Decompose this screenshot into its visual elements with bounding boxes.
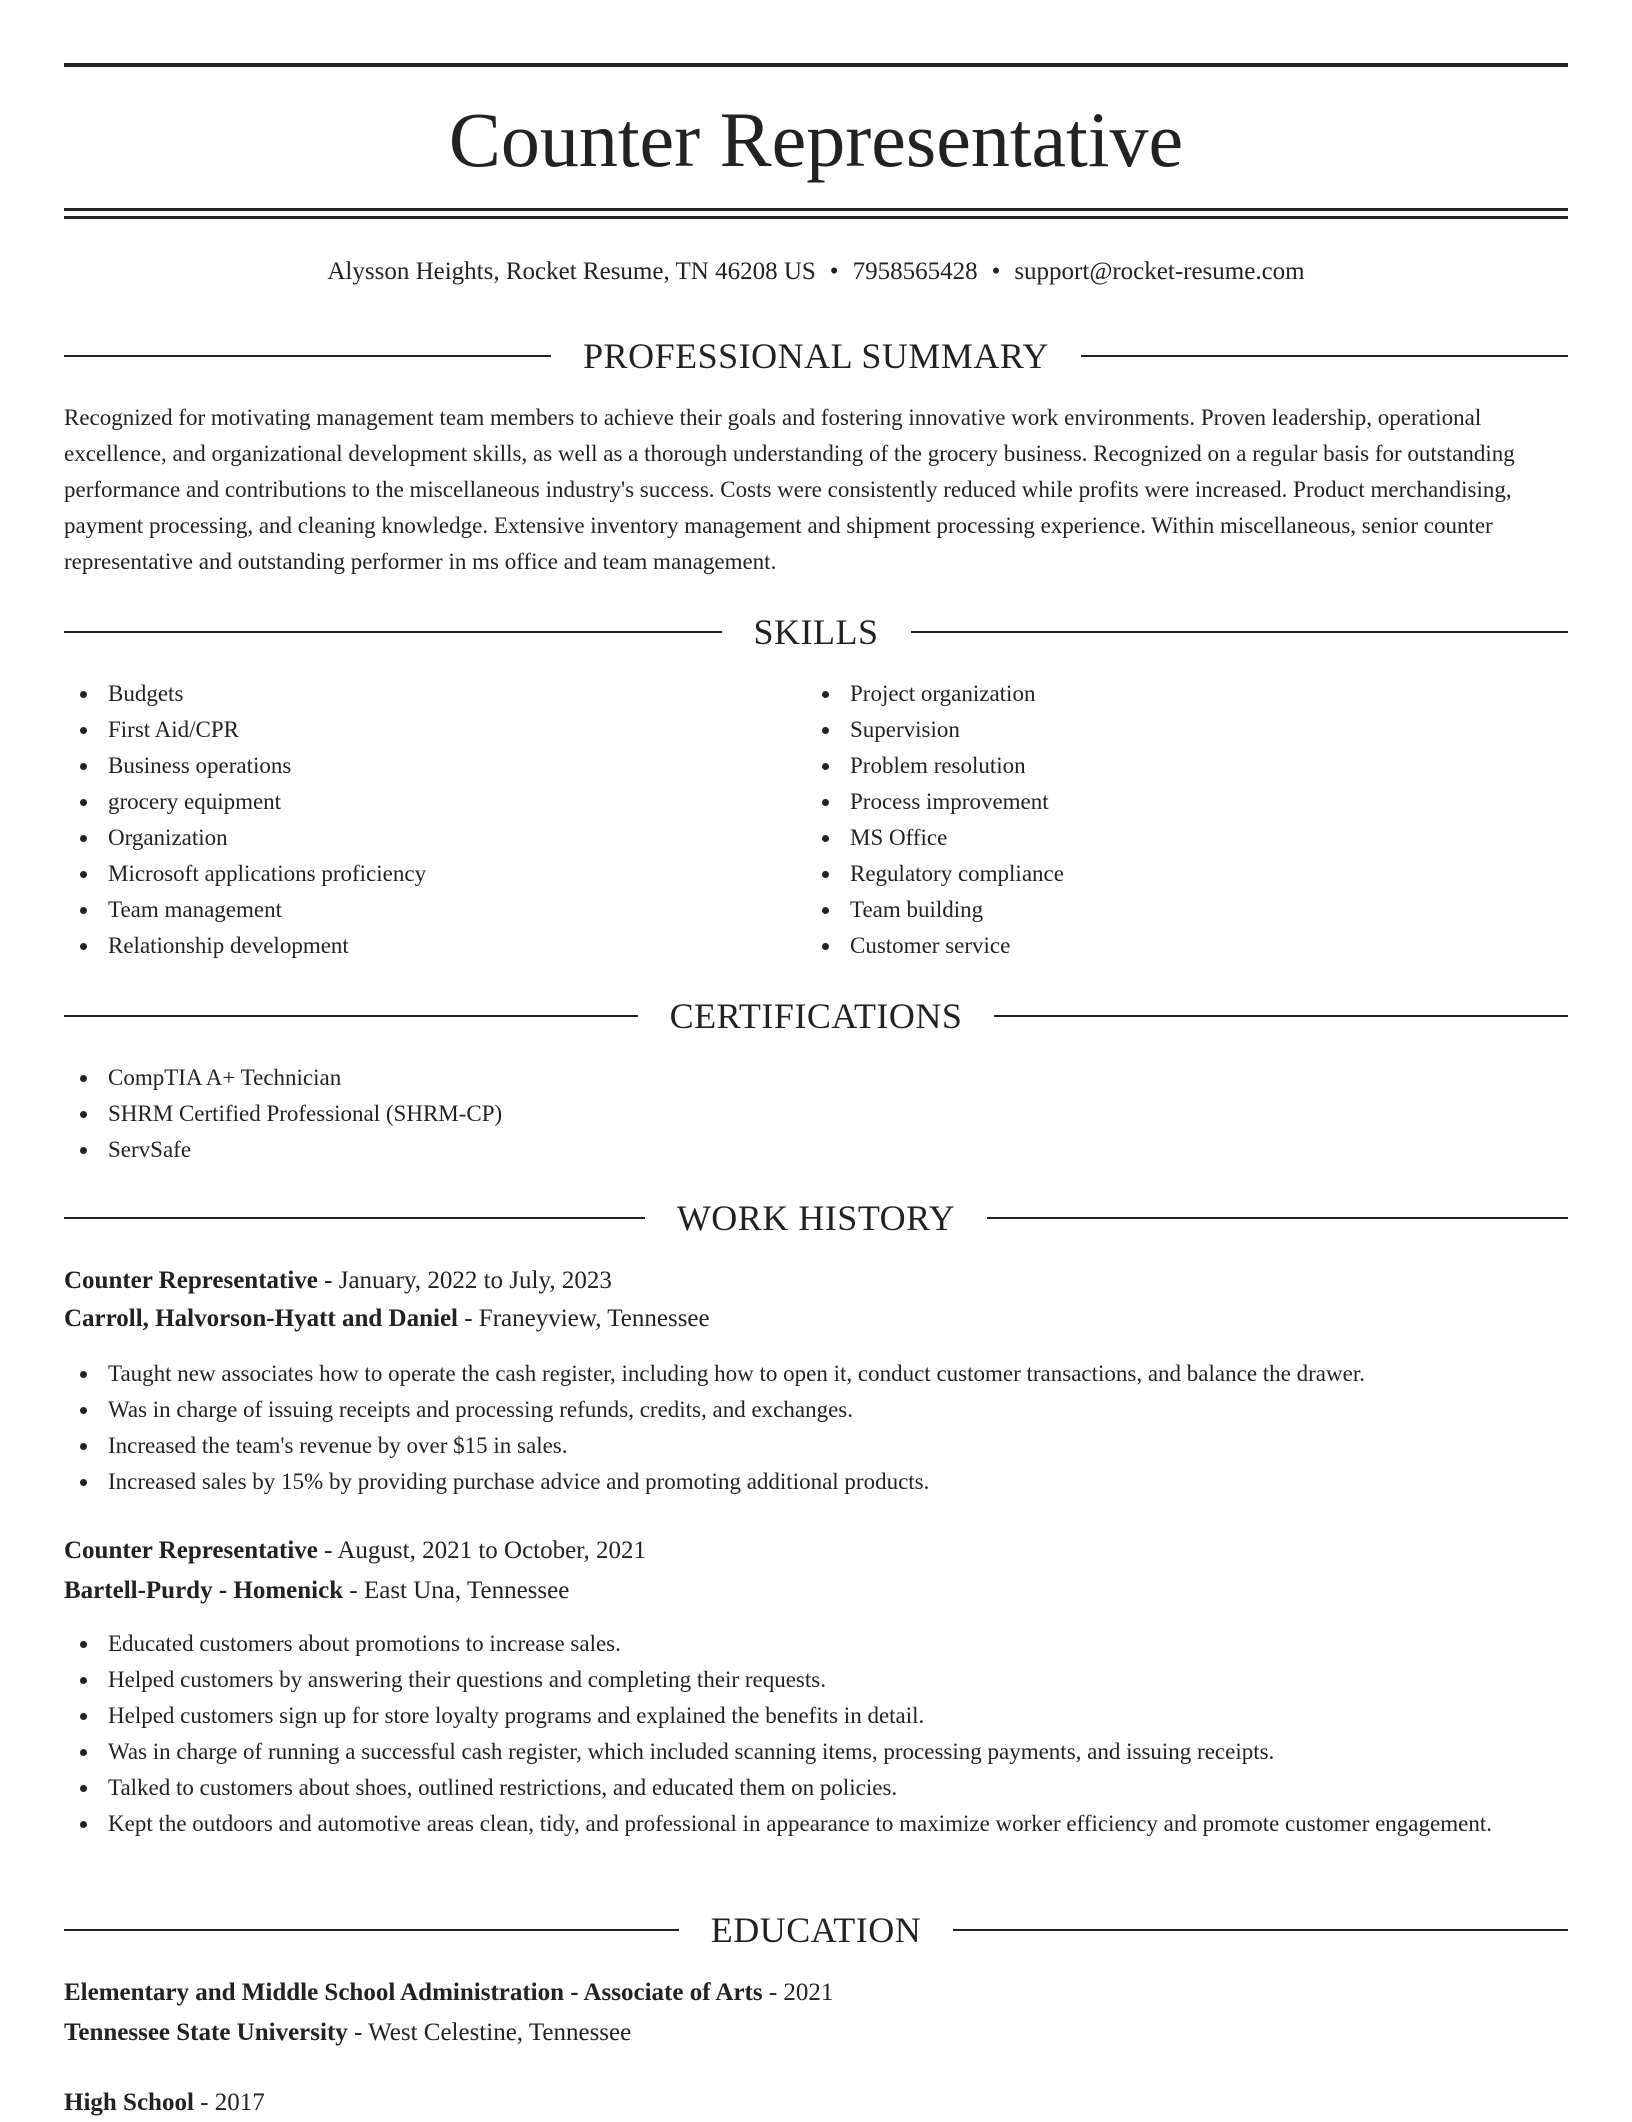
job-company-line [64, 1572, 1568, 1610]
section-title: SKILLS [753, 612, 879, 652]
header-double-rule-lower [64, 216, 1568, 219]
skill-item: Process improvement [806, 784, 1566, 820]
skill-item: Organization [64, 820, 804, 856]
skill-item: Supervision [806, 712, 1566, 748]
section-title: EDUCATION [710, 1910, 922, 1950]
skill-item: MS Office [806, 820, 1566, 856]
heading-rule [911, 631, 1569, 633]
job-duty-item: Increased sales by 15% by providing purchase advice and promoting additional products. [64, 1464, 1568, 1500]
education-school-line [64, 2014, 1568, 2052]
job-company: Carroll, Halvorson-Hyatt and Daniel [64, 1305, 458, 1332]
skill-item: Team management [64, 892, 804, 928]
job-duty-item: Talked to customers about shoes, outlined restrictions, and educated them on policies. [64, 1770, 1568, 1806]
heading-rule [64, 1217, 645, 1219]
skill-item: First Aid/CPR [64, 712, 804, 748]
skill-item: Problem resolution [806, 748, 1566, 784]
summary-text: Recognized for motivating management team members to achieve their goals and fostering innovative work environments. Proven leadership, operational excellence, and organizational development skills, as well as a thorough understanding of the grocery business. Recognized on a regular basis for outstanding performance and contributions to the miscellaneous industry's success. Costs were consistently reduced while profits were increased. Product merchandising, payment processing, and cleaning knowledge. Extensive inventory management and shipment processing experience. Within miscellaneous, senior counter representative and outstanding performer in ms office and team management. [64, 405, 1515, 574]
heading-rule [953, 1929, 1568, 1931]
job-duty-item: Was in charge of issuing receipts and processing refunds, credits, and exchanges. [64, 1392, 1568, 1428]
header-top-rule [64, 63, 1568, 67]
heading-rule [987, 1217, 1568, 1219]
section-title: WORK HISTORY [676, 1198, 956, 1238]
skill-item: Microsoft applications proficiency [64, 856, 804, 892]
education-year: - 2021 [762, 1979, 834, 2006]
contact-separator: • [991, 258, 1001, 285]
job-duty-item: Educated customers about promotions to increase sales. [64, 1626, 1568, 1662]
heading-rule [1081, 355, 1568, 357]
job-duty-item: Helped customers by answering their questions and completing their requests. [64, 1662, 1568, 1698]
job-duties-list [64, 1356, 1568, 1500]
education-degree: High School [64, 2089, 194, 2116]
section-heading-education [64, 1908, 1568, 1952]
certification-item: CompTIA A+ Technician [64, 1060, 1568, 1096]
header-double-rule-upper [64, 208, 1568, 211]
section-heading-summary [64, 334, 1568, 378]
job-location: - East Una, Tennessee [343, 1577, 570, 1604]
skill-item: Customer service [806, 928, 1566, 964]
skill-item: Business operations [64, 748, 804, 784]
job-duty-item: Increased the team's revenue by over $15 in sales. [64, 1428, 1568, 1464]
heading-rule [64, 355, 551, 357]
education-location: - West Celestine, Tennessee [347, 2019, 632, 2046]
job-duty-item: Was in charge of running a successful cash register, which included scanning items, processing payments, and issuing receipts. [64, 1734, 1568, 1770]
section-heading-certifications [64, 994, 1568, 1038]
education-degree-line [64, 1974, 1568, 2012]
job-company-line [64, 1300, 1568, 1338]
section-heading-skills [64, 610, 1568, 654]
contact-phone: 7958565428 [852, 258, 978, 285]
education-school: Tennessee State University [64, 2019, 348, 2046]
skill-item: Relationship development [64, 928, 804, 964]
heading-rule [64, 631, 722, 633]
skill-item: Regulatory compliance [806, 856, 1566, 892]
resume-title: Counter Representative [448, 96, 1184, 183]
contact-address: Alysson Heights, Rocket Resume, TN 46208 US [327, 258, 816, 285]
heading-rule [64, 1929, 679, 1931]
contact-email: support@rocket-resume.com [1014, 258, 1305, 285]
job-duty-item: Helped customers sign up for store loyalty programs and explained the benefits in detail. [64, 1698, 1568, 1734]
job-title-line [64, 1532, 1568, 1570]
contact-line [64, 254, 1568, 290]
education-degree: Elementary and Middle School Administration - Associate of Arts [64, 1979, 763, 2006]
job-location: - Franeyview, Tennessee [457, 1305, 710, 1332]
section-heading-work-history [64, 1196, 1568, 1240]
certifications-list [64, 1060, 1568, 1168]
skill-item: grocery equipment [64, 784, 804, 820]
education-degree-line [64, 2084, 1568, 2122]
job-title-line [64, 1262, 1568, 1300]
job-duty-item: Kept the outdoors and automotive areas clean, tidy, and professional in appearance to maximize worker efficiency and promote customer engagement. [64, 1806, 1568, 1842]
skill-item: Budgets [64, 676, 804, 712]
job-dates: - August, 2021 to October, 2021 [317, 1537, 647, 1564]
job-duties-list [64, 1626, 1568, 1842]
section-title: PROFESSIONAL SUMMARY [583, 336, 1049, 376]
skills-list-left [64, 676, 804, 964]
heading-rule [994, 1015, 1568, 1017]
job-duty-item: Taught new associates how to operate the cash register, including how to open it, conduct customer transactions, and balance the drawer. [64, 1356, 1568, 1392]
certification-item: SHRM Certified Professional (SHRM-CP) [64, 1096, 1568, 1132]
heading-rule [64, 1015, 638, 1017]
job-dates: - January, 2022 to July, 2023 [317, 1267, 612, 1294]
skill-item: Project organization [806, 676, 1566, 712]
job-title: Counter Representative [64, 1537, 318, 1564]
section-title: CERTIFICATIONS [669, 996, 963, 1036]
job-title: Counter Representative [64, 1267, 318, 1294]
contact-separator: • [829, 258, 839, 285]
skills-list-right [806, 676, 1566, 964]
certification-item: ServSafe [64, 1132, 1568, 1168]
job-company: Bartell-Purdy - Homenick [64, 1577, 344, 1604]
skill-item: Team building [806, 892, 1566, 928]
education-year: - 2017 [193, 2089, 265, 2116]
